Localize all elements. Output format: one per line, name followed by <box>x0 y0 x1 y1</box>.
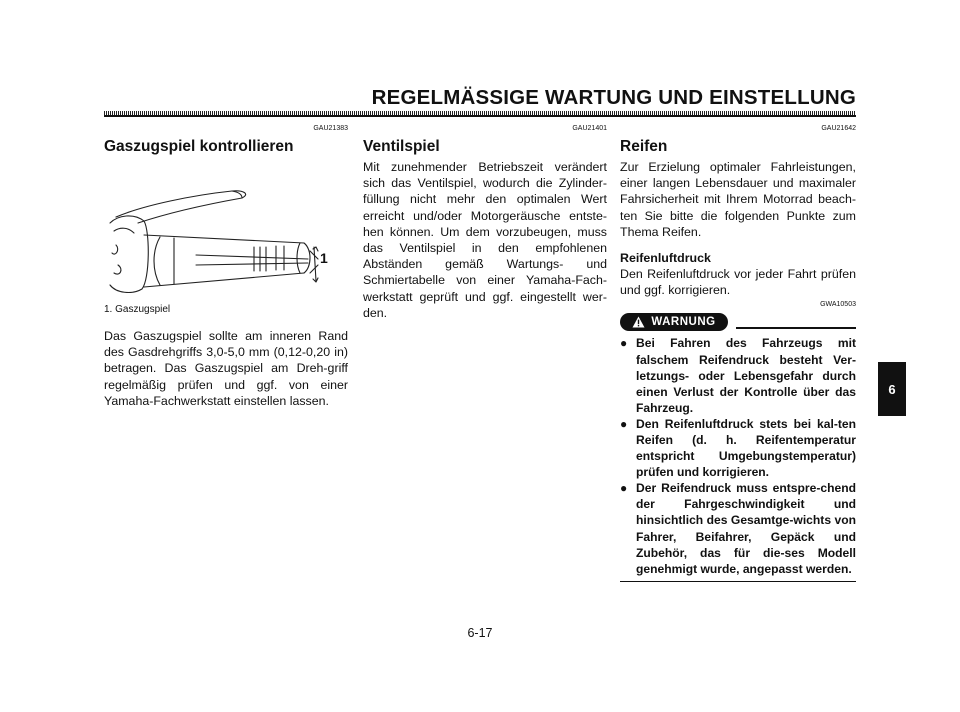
bullet-icon: ● <box>620 481 628 496</box>
warning-item <box>620 416 856 480</box>
section-heading-throttle: Gaszugspiel kontrollieren <box>104 138 294 155</box>
tires-body-text: Zur Erzielung optimaler Fahrleistungen, einer langen Lebensdauer und maximaler Fahrsicherheit mit Ihrem Motorrad beach-ten Sie bitte die folgenden Punkte zum Thema Reifen. <box>620 160 856 239</box>
warning-code: GWA10503 <box>820 301 856 309</box>
section-code: GAU21401 <box>572 125 607 132</box>
warning-list <box>620 335 856 576</box>
figure-callout-1: 1 <box>320 250 328 266</box>
column-throttle <box>104 124 348 409</box>
warning-item <box>620 335 856 415</box>
warning-badge <box>620 313 728 331</box>
subheading-tire-pressure: Reifenluftdruck <box>620 251 711 266</box>
valve-body-text: Mit zunehmender Betriebszeit verändert sich das Ventilspiel, wodurch die Zylinder-füllung nicht mehr den optimalen Wert erreicht und/oder Motorgeräusche entste-hen können. Um dem vorzubeugen, muss das Ventilspiel in den empfohlenen Abständen gemäß Wartungs- und Schmiertabelle von einer Yamaha-Fach-werkstatt geprüft und ggf. eingestellt wer-den. <box>363 160 607 320</box>
page-number: 6-17 <box>467 626 493 640</box>
warning-triangle-icon <box>632 316 645 328</box>
warning-item-text: Den Reifenluftdruck stets bei kal-ten Reifen (d. h. Reifentemperatur entspricht Umgebungstemperatur) prüfen und korrigieren. <box>636 416 856 480</box>
page-header-title: REGELMÄSSIGE WARTUNG UND EINSTELLUNG <box>371 86 856 109</box>
chapter-tab: 6 <box>878 362 906 416</box>
throttle-grip-drawing <box>104 161 348 293</box>
warning-header <box>620 313 856 331</box>
figure-caption: 1. Gaszugspiel <box>104 304 171 315</box>
section-heading-valve: Ventilspiel <box>363 138 440 155</box>
warning-item-text: Bei Fahren des Fahrzeugs mit falschem Reifendruck besteht Ver-letzungs- oder Lebensgefahr durch einen Verlust der Kontrolle über das Fahrzeug. <box>636 336 856 415</box>
bullet-icon: ● <box>620 336 628 351</box>
warning-item-text: Der Reifendruck muss entspre-chend der Fahrgeschwindigkeit und hinsichtlich des Gesamtge-wichts von Fahrer, Beifahrer, Gepäck und Zubehör, das für die-ses Modell genehmigt wurde, angepasst werden. <box>636 481 856 576</box>
column-valve <box>363 124 607 321</box>
warning-rule <box>736 327 856 329</box>
section-heading-tires: Reifen <box>620 138 668 155</box>
throttle-grip-illustration <box>104 161 348 293</box>
warning-item <box>620 480 856 577</box>
tire-pressure-text: Den Reifenluftdruck vor jeder Fahrt prüfen und ggf. korrigieren. <box>620 267 856 298</box>
section-code: GAU21383 <box>313 125 348 132</box>
bullet-icon: ● <box>620 416 628 431</box>
header-rule <box>104 111 856 117</box>
column-tires <box>620 124 856 582</box>
section-code: GAU21642 <box>821 125 856 132</box>
throttle-body-text: Das Gaszugspiel sollte am inneren Rand des Gasdrehgriffs 3,0-5,0 mm (0,12-0,20 in) betragen. Das Gaszugspiel am Dreh-griff regelmäßig prüfen und ggf. von einer Yamaha-Fachwerkstatt einstellen lassen. <box>104 329 348 408</box>
warning-label: WARNUNG <box>651 316 716 329</box>
warning-end-rule <box>620 581 856 583</box>
